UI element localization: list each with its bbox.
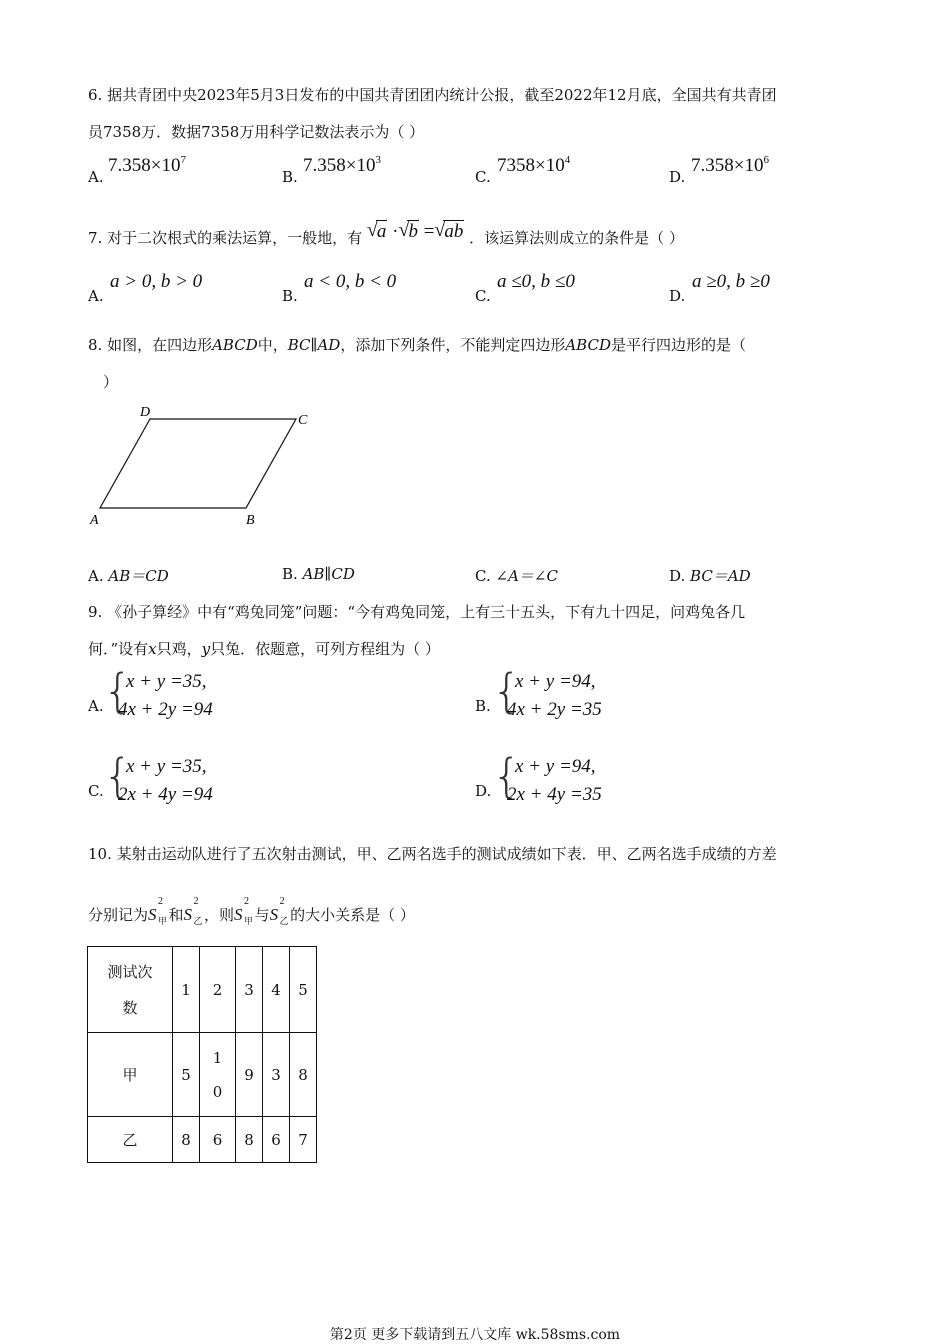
q9-option-c-eq2: 2x + 4y =94 — [118, 784, 213, 805]
q10-line2: 分别记为S 2 甲 和S 2 乙 ，则S 2 甲 与S 2 乙 的大小关系是（ ） — [88, 896, 415, 926]
q7-option-d-expr: a ≥0, b ≥0 — [692, 271, 770, 292]
table-cell: 6 — [263, 1117, 290, 1163]
q9-option-c-letter: C. — [88, 782, 104, 800]
q6-option-b-expr: $7.358\times 10^3$ — [303, 154, 381, 176]
q9-option-a-brace: { — [103, 664, 133, 718]
q9-option-a-eq1: x + y =35, — [126, 671, 207, 692]
vertex-label-a: A — [90, 513, 99, 528]
q9-option-b-letter: B. — [475, 697, 491, 715]
q9-option-d-letter: D. — [475, 782, 492, 800]
q6-option-a-letter: A. — [88, 168, 104, 186]
q7-text-before: 7. 对于二次根式的乘法运算，一般地，有 — [88, 229, 363, 247]
q7-option-a-expr: a > 0, b > 0 — [110, 271, 203, 292]
q7-text-after: ．该运算法则成立的条件是（ ） — [469, 229, 684, 247]
parallelogram-figure — [86, 398, 326, 532]
q9-option-b-eq1: x + y =94, — [515, 671, 596, 692]
q10-line1: 10. 某射击运动队进行了五次射击测试，甲、乙两名选手的测试成绩如下表．甲、乙两名选手成绩的方差 — [88, 845, 777, 863]
variance-yi-symbol-2: S 2 乙 — [269, 896, 289, 926]
q9-line1: 9. 《孙子算经》中有“鸡兔同笼”问题：“今有鸡兔同笼，上有三十五头，下有九十四足，问鸡兔各几 — [88, 603, 746, 621]
q7-line — [88, 219, 684, 249]
q8-line1: 8. 如图，在四边形ABCD中，BC∥AD，添加下列条件，不能判定四边形ABCD是平行四边形的是（ — [88, 336, 746, 354]
table-cell: 1 0 — [200, 1033, 236, 1117]
q7-option-a-letter: A. — [88, 287, 104, 305]
q6-option-c-letter: C. — [475, 168, 491, 186]
vertex-label-b: B — [246, 513, 255, 528]
parallelogram-shape — [100, 419, 296, 508]
q8-option-c: C. ∠A＝∠C — [475, 567, 558, 585]
q9-option-a-eq2: 4x + 2y =94 — [118, 699, 213, 720]
table-header-row — [88, 947, 317, 1033]
table-row — [88, 1117, 317, 1163]
q8-line2: ） — [103, 373, 119, 391]
variance-yi-symbol: S 2 乙 — [183, 896, 203, 926]
vertex-label-d: D — [140, 405, 151, 420]
table-cell: 5 — [173, 1033, 200, 1117]
vertex-label-c: C — [298, 413, 308, 428]
q7-option-c-expr: a ≤0, b ≤0 — [497, 271, 575, 292]
variance-jia-symbol-2: S 2 甲 — [234, 896, 254, 926]
q9-option-a-letter: A. — [88, 697, 104, 715]
q9-option-b-brace: { — [492, 664, 522, 718]
table-cell: 9 — [236, 1033, 263, 1117]
q8-option-b: B. AB∥CD — [282, 565, 355, 583]
q6-line1: 6. 据共青团中央2023年5月3日发布的中国共青团团内统计公报，截至2022年12月底，全国共有共青团 — [88, 86, 777, 104]
q9-option-c-brace: { — [103, 749, 133, 803]
q6-option-b-letter: B. — [282, 168, 298, 186]
q6-option-d-letter: D. — [669, 168, 686, 186]
q9-option-d-eq2: 2x + 4y =35 — [507, 784, 602, 805]
table-cell: 8 — [236, 1117, 263, 1163]
variance-jia-symbol: S 2 甲 — [148, 896, 168, 926]
table-col-header: 3 — [236, 947, 263, 1033]
q9-option-b-eq2: 4x + 2y =35 — [507, 699, 602, 720]
q7-formula: √ a · √ b = √ ab — [366, 219, 464, 242]
page-footer: 第2页 更多下载请到五八文库 wk.58sms.com — [329, 1327, 621, 1343]
table-cell: 8 — [290, 1033, 317, 1117]
q9-line2: 何．”设有x只鸡，y只兔．依题意，可列方程组为（ ） — [88, 640, 440, 658]
q6-line2: 员7358万．数据7358万用科学记数法表示为（ ） — [88, 123, 425, 141]
q9-option-d-brace: { — [492, 749, 522, 803]
table-cell: 6 — [200, 1117, 236, 1163]
scores-table — [87, 946, 317, 1163]
q8-option-a: A. AB＝CD — [88, 567, 169, 585]
q6-option-a-expr: $7.358\times 10^7$ — [108, 154, 186, 176]
q9-option-c-eq1: x + y =35, — [126, 756, 207, 777]
table-row — [88, 1033, 317, 1117]
q7-option-b-letter: B. — [282, 287, 298, 305]
table-col-header: 5 — [290, 947, 317, 1033]
table-row-label: 甲 — [88, 1033, 173, 1117]
q7-option-c-letter: C. — [475, 287, 491, 305]
q7-option-b-expr: a < 0, b < 0 — [304, 271, 397, 292]
q8-option-d: D. BC＝AD — [669, 567, 751, 585]
table-col-header: 1 — [173, 947, 200, 1033]
table-cell: 7 — [290, 1117, 317, 1163]
table-row-label: 乙 — [88, 1117, 173, 1163]
table-header-label: 测试次 数 — [88, 947, 173, 1033]
table-col-header: 4 — [263, 947, 290, 1033]
q6-option-c-expr: $7358\times 10^4$ — [497, 154, 571, 176]
q9-option-d-eq1: x + y =94, — [515, 756, 596, 777]
table-col-header: 2 — [200, 947, 236, 1033]
table-cell: 8 — [173, 1117, 200, 1163]
q7-option-d-letter: D. — [669, 287, 686, 305]
q6-option-d-expr: $7.358\times 10^6$ — [691, 154, 769, 176]
table-cell: 3 — [263, 1033, 290, 1117]
